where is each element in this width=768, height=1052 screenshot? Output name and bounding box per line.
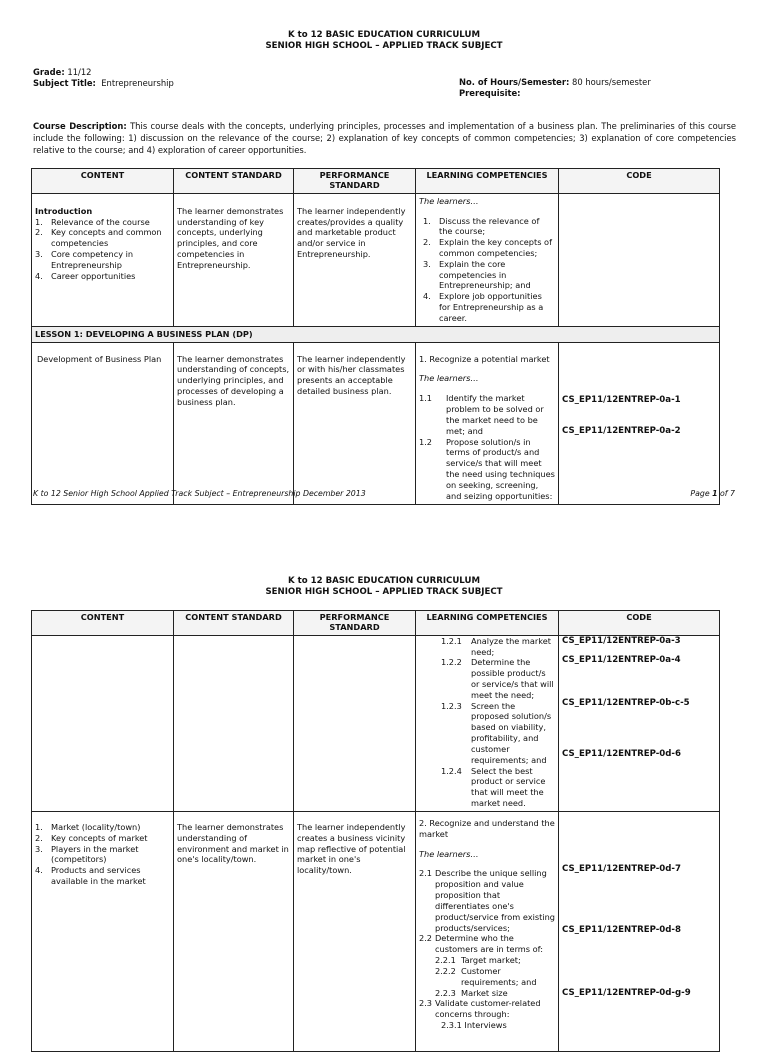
header-line-1: K to 12 BASIC EDUCATION CURRICULUM [287,576,481,586]
competency-number: 1.2.4 [441,765,462,776]
market-content: 1. Market (locality/town) 2. Key concepts of market 3. Players in the market (competitors) 4. Products and services available in the market [32,811,174,1051]
market-item: Key concepts of market [51,832,148,843]
intro-item: Key concepts and common competencies [51,227,162,249]
code-2-3: CS_EP11/12ENTREP-0d-g-9 [562,987,691,998]
col-content: CONTENT [32,611,174,636]
market-item: Players in the market (competitors) [51,843,139,865]
intro-competencies: The learners… 1. Discuss the relevance of the course; 2. Explain the key concepts of common competencies; 3. Explain the core competencies in Entrepreneurship; and 4. Explore job opportunities for Entrepreneurship as a career. [416,193,559,326]
lesson-1-row [32,326,720,342]
header-line-1: K to 12 BASIC EDUCATION CURRICULUM [287,30,481,40]
codes-1-2 [559,635,720,811]
code-2-1: CS_EP11/12ENTREP-0d-7 [562,863,681,874]
lesson1-competencies [416,342,559,504]
document-header-page-2 [0,576,768,597]
competency-number: 2.2.3 [435,987,456,998]
lesson-1-title: LESSON 1: DEVELOPING A BUSINESS PLAN (DP) [32,326,720,342]
table-header-row [32,611,720,636]
market-competencies [416,811,559,1051]
competency-2-2-3: Market size [461,987,508,998]
competency-1-2-2: Determine the possible product/s or service/s that will meet the need; [471,657,554,700]
table-row-business-plan [32,342,720,504]
prereq-label: Prerequisite: [459,87,521,98]
competency-number: 1.2.1 [441,635,462,646]
intro-competency: Explore job opportunities for Entrepreneurship as a career. [439,291,544,323]
intro-learners: The learners… [419,195,479,206]
market-performance-standard: The learner independently creates a business vicinity map reflective of potential market in one's locality/town. [294,811,416,1051]
competency-1-2-3: Screen the proposed solution/s based on viability, profitability, and customer requirements; and [471,700,552,765]
intro-content: Introduction 1. Relevance of the course 2. Key concepts and common competencies 3. Core competency in Entrepreneurship 4. Career opportunities [32,193,174,326]
competency-2-2: Determine who the customers are in terms of: [435,933,544,955]
competency-number: 2.2.1 [435,955,456,966]
competency-number: 2.1 [419,868,433,879]
competency-1-2-1: Analyze the market need; [471,635,551,657]
market-content-standard: The learner demonstrates understanding of environment and market in one's locality/town. [174,811,294,1051]
subject-label: Subject Title: [33,77,96,88]
col-content-standard: CONTENT STANDARD [174,169,294,194]
competency-number: 2.2 [419,933,433,944]
competency-2-2-1: Target market; [461,955,521,966]
market-item: Products and services available in the market [51,865,146,887]
page-number: Page 1 of 7 [690,489,735,498]
competency-2-2-2: Customer requirements; and [461,965,537,987]
competency-number: 1.2.3 [441,700,462,711]
curriculum-table-page-1 [31,168,720,505]
intro-code [559,193,720,326]
code-1-2-2: CS_EP11/12ENTREP-0a-4 [562,655,681,666]
market-item: Market (locality/town) [51,821,141,832]
subject-value: Entrepreneurship [101,77,174,88]
competency-2-3-1: 2.3.1 Interviews [441,1020,507,1031]
competency-number: 1.2 [419,436,433,447]
lesson1-codes [559,342,720,504]
intro-competency: Discuss the relevance of the course; [439,215,540,237]
intro-content-standard: The learner demonstrates understanding of key concepts, underlying principles, and core competencies in Entrepreneurship. [174,193,294,326]
code-1-2-4: CS_EP11/12ENTREP-0d-6 [562,748,681,759]
market-competency-head: 2. Recognize and understand the market [419,817,555,839]
header-line-2: SENIOR HIGH SCHOOL – APPLIED TRACK SUBJECT [265,586,503,597]
page-2 [0,560,768,1031]
code-1-2-1: CS_EP11/12ENTREP-0a-3 [562,635,681,646]
competency-number: 1.2.2 [441,657,462,668]
course-description [33,121,736,157]
lesson1-content: Development of Business Plan [32,342,174,504]
market-codes [559,811,720,1051]
intro-competency: Explain the key concepts of common competencies; [439,237,552,258]
col-performance-standard: PERFORMANCE STANDARD [294,611,416,636]
col-performance-standard: PERFORMANCE STANDARD [294,169,416,194]
lesson1-competency-head: 1. Recognize a potential market [419,353,550,364]
curriculum-table-page-2 [31,610,720,1052]
document-header [0,30,768,51]
competency-2-3: Validate customer-related concerns through: [435,998,541,1020]
table-row-market [32,811,720,1051]
hours-value: 80 hours/semester [572,77,651,87]
competencies-1-2-list [416,635,559,811]
footer-text: K to 12 Senior High School Applied Track Subject – Entrepreneurship December 2013 [33,489,366,498]
col-content-standard: CONTENT STANDARD [174,611,294,636]
meta-left [33,67,174,88]
page-gap [0,530,768,560]
code-1-1: CS_EP11/12ENTREP-0a-1 [562,394,681,405]
hours-label: No. of Hours/Semester: [459,77,570,87]
col-learning-competencies: LEARNING COMPETENCIES [416,169,559,194]
meta-right [459,77,651,98]
col-learning-competencies: LEARNING COMPETENCIES [416,611,559,636]
col-code: CODE [559,611,720,636]
competency-number: 2.2.2 [435,965,456,976]
intro-item: Career opportunities [51,270,136,281]
intro-competency: Explain the core competencies in Entrepreneurship; and [439,258,531,291]
table-row-introduction [32,193,720,326]
code-1-2-3: CS_EP11/12ENTREP-0b-c-5 [562,698,690,709]
grade-label: Grade: [33,67,65,77]
competency-1-2-4: Select the best product or service that will meet the market need. [471,765,546,809]
competency-number: 1.1 [419,393,433,404]
lesson1-performance-standard: The learner independently or with his/her classmates presents an acceptable detailed business plan. [294,342,416,504]
competency-2-1: Describe the unique selling proposition and value proposition that differentiates one's product/service from existing products/services; [435,868,555,933]
code-1-2: CS_EP11/12ENTREP-0a-2 [562,425,681,436]
intro-item: Core competency in Entrepreneurship [51,249,134,270]
intro-performance-standard: The learner independently creates/provides a quality and marketable product and/or service in Entrepreneurship. [294,193,416,326]
market-learners: The learners… [419,848,479,859]
lesson1-content-standard: The learner demonstrates understanding of concepts, underlying principles, and processes of developing a business plan. [174,342,294,504]
code-2-2: CS_EP11/12ENTREP-0d-8 [562,925,681,936]
header-line-2: SENIOR HIGH SCHOOL – APPLIED TRACK SUBJECT [265,40,503,51]
page-number-value: 1 [712,489,718,498]
course-description-text: This course deals with the concepts, underlying principles, processes and implementation of a business plan. The preliminaries of this course include the following: 1) discussion on the relevance of the course; 2) explanation of key concepts of common competencies; 3) explanation of core competencies relative to the course; and 4) exploration of career opportunities. [33,121,736,155]
competency-number: 2.3 [419,998,433,1009]
col-code: CODE [559,169,720,194]
table-header-row [32,169,720,194]
table-row-competencies-1-2 [32,635,720,811]
intro-title: Introduction [35,205,93,216]
course-description-label: Course Description: [33,121,127,131]
intro-item: Relevance of the course [51,216,150,227]
competency-1-1: Identify the market problem to be solved or the market need to be met; and [446,393,544,436]
competency-1-2: Propose solution/s in terms of product/s and service/s that will meet the need using techniques on seeking, screening, and seizing opportunities: [446,436,555,501]
lesson1-learners: The learners… [419,373,479,384]
col-content: CONTENT [32,169,174,194]
grade-value: 11/12 [67,67,92,77]
